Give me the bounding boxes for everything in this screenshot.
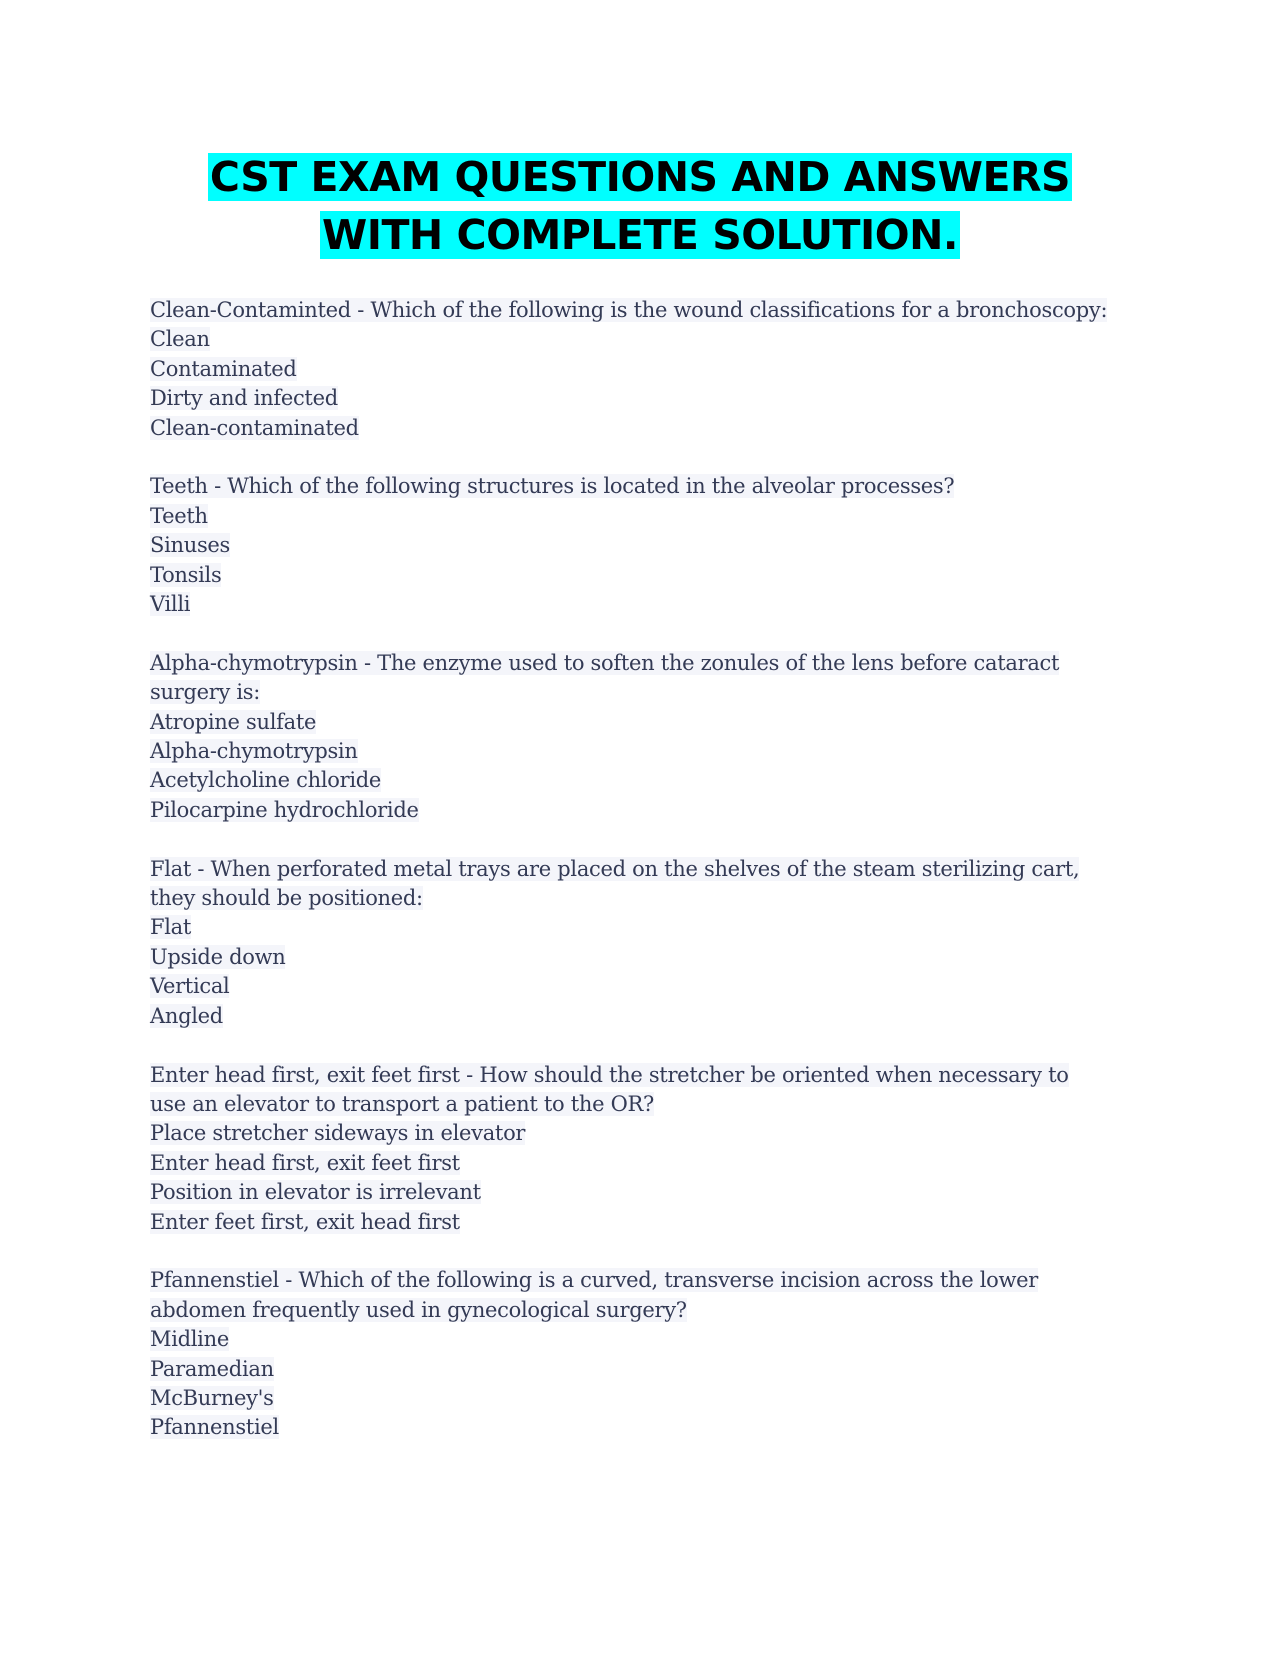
- answer-option: Position in elevator is irrelevant: [150, 1180, 481, 1205]
- answer-option: Contaminated: [150, 356, 297, 381]
- question-text: Teeth - Which of the following structures is located in the alveolar processes?: [150, 474, 955, 499]
- answer-option: Flat: [150, 915, 192, 940]
- question-list: [150, 296, 1110, 1472]
- answer-option: Villi: [150, 592, 191, 617]
- answer-option: Enter feet first, exit head first: [150, 1209, 460, 1234]
- answer-option: Clean-contaminated: [150, 415, 359, 440]
- title-line-2: WITH COMPLETE SOLUTION.: [321, 211, 958, 259]
- answer-option: Teeth: [150, 503, 208, 528]
- title-line-1: CST EXAM QUESTIONS AND ANSWERS: [209, 153, 1071, 201]
- answer-option: Midline: [150, 1327, 229, 1352]
- question-block: [150, 472, 1110, 619]
- question-block: [150, 649, 1110, 825]
- question-text: Enter head first, exit feet first - How should the stretcher be oriented when necessary to use an elevator to transport a patient to the OR?: [150, 1062, 1069, 1116]
- question-block: [150, 1266, 1110, 1442]
- answer-option: Upside down: [150, 944, 286, 969]
- answer-option: Atropine sulfate: [150, 709, 317, 734]
- answer-option: Place stretcher sideways in elevator: [150, 1121, 526, 1146]
- answer-option: Enter head first, exit feet first: [150, 1150, 460, 1175]
- answer-option: Sinuses: [150, 533, 231, 558]
- answer-option: Pilocarpine hydrochloride: [150, 797, 419, 822]
- question-text: Flat - When perforated metal trays are placed on the shelves of the steam sterilizing cart, they should be positioned:: [150, 856, 1080, 911]
- question-block: [150, 855, 1110, 1031]
- answer-option: McBurney's: [150, 1385, 274, 1410]
- answer-option: Dirty and infected: [150, 386, 338, 411]
- answer-option: Alpha-chymotrypsin: [150, 739, 358, 764]
- answer-option: Acetylcholine chloride: [150, 768, 382, 793]
- question-block: [150, 1061, 1110, 1237]
- question-text: Pfannenstiel - Which of the following is a curved, transverse incision across the lower abdomen frequently used in gynecological surgery?: [150, 1268, 1039, 1322]
- document-title: [0, 148, 1280, 264]
- question-text: Clean-Contaminted - Which of the following is the wound classifications for a bronchoscopy:: [150, 298, 1108, 322]
- answer-option: Paramedian: [150, 1356, 274, 1381]
- answer-option: Clean: [150, 327, 210, 352]
- question-block: [150, 296, 1110, 443]
- answer-option: Vertical: [150, 974, 230, 999]
- answer-option: Tonsils: [150, 562, 222, 587]
- answer-option: Pfannenstiel: [150, 1415, 279, 1440]
- answer-option: Angled: [150, 1003, 223, 1028]
- question-text: Alpha-chymotrypsin - The enzyme used to soften the zonules of the lens before cataract surgery is:: [150, 650, 1060, 705]
